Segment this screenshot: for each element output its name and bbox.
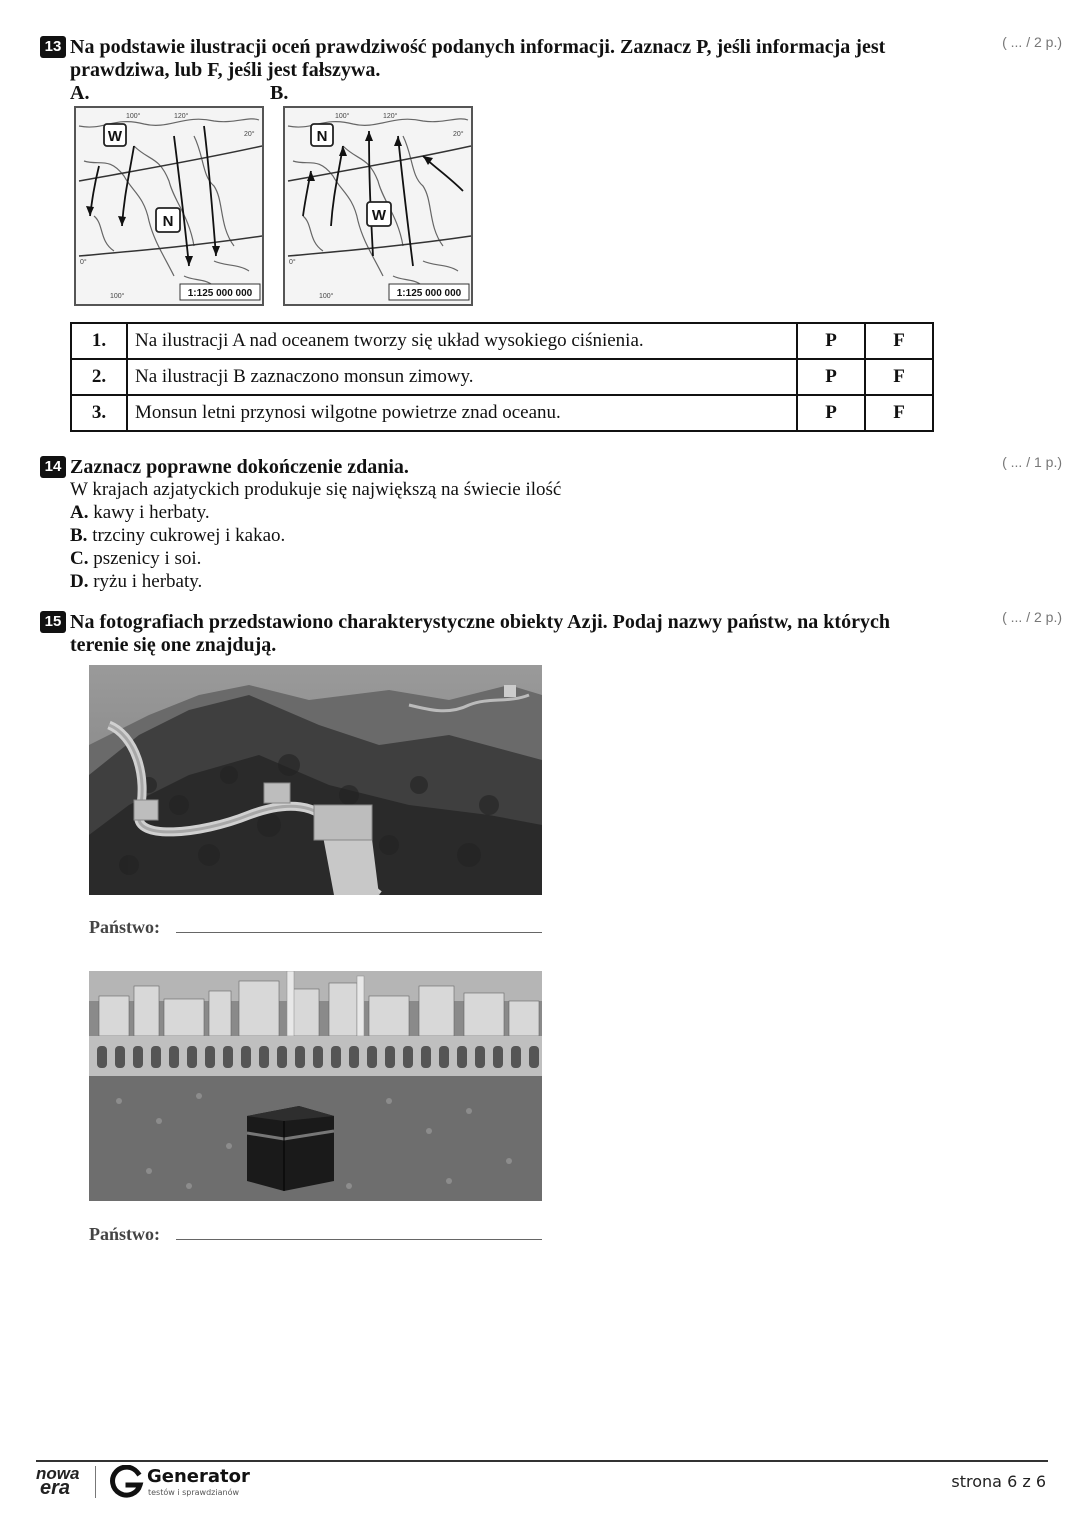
- question-number: 14: [40, 456, 66, 478]
- question-title: Na podstawie ilustracji oceń prawdziwość podanych informacji. Zaznacz P, jeśli informacja jest prawdziwa, lub F, jeśli jest fałszywa.: [70, 36, 886, 81]
- answer-option-a[interactable]: [70, 501, 210, 524]
- table-row: [71, 359, 933, 395]
- option-letter: D.: [70, 571, 89, 592]
- pressure-label: W: [107, 128, 123, 145]
- latitude-label: 0°: [289, 259, 296, 266]
- question-title: Na fotografiach przedstawiono charakterystyczne obiekty Azji. Podaj nazwy państw, na których terenie się one znajdują.: [70, 611, 890, 656]
- option-true[interactable]: P: [797, 323, 865, 359]
- option-true[interactable]: P: [797, 395, 865, 431]
- longitude-label: 120°: [174, 113, 189, 120]
- option-text: kawy i herbaty.: [93, 502, 210, 523]
- answer-label: Państwo:: [89, 1224, 160, 1244]
- pressure-label: N: [162, 213, 174, 230]
- table-row: [71, 395, 933, 431]
- pressure-label: W: [371, 207, 387, 224]
- map-scale: 1:125 000 000: [187, 288, 253, 299]
- statement-text: Na ilustracji A nad oceanem tworzy się układ wysokiego ciśnienia.: [127, 323, 797, 359]
- footer-divider: [36, 1460, 1048, 1462]
- option-text: ryżu i herbaty.: [93, 571, 203, 592]
- mecca-kaaba-photo: [89, 971, 542, 1201]
- points-box: ( ... / 1 p.): [1002, 454, 1062, 470]
- latitude-label: 20°: [453, 131, 464, 138]
- question-stem: W krajach azjatyckich produkuje się największą na świecie ilość: [70, 479, 562, 500]
- monsoon-map-a: [74, 106, 264, 306]
- option-false[interactable]: F: [865, 395, 933, 431]
- row-number: 1.: [71, 323, 127, 359]
- option-text: pszenicy i soi.: [93, 548, 202, 569]
- answer-option-b[interactable]: [70, 524, 285, 547]
- statement-text: Monsun letni przynosi wilgotne powietrze znad oceanu.: [127, 395, 797, 431]
- map-a-label: A.: [70, 82, 90, 104]
- option-false[interactable]: F: [865, 323, 933, 359]
- page-number: strona 6 z 6: [951, 1472, 1046, 1491]
- latitude-label: 0°: [80, 259, 87, 266]
- logo-divider: [95, 1466, 96, 1498]
- longitude-label: 100°: [110, 293, 125, 300]
- row-number: 2.: [71, 359, 127, 395]
- statement-text: Na ilustracji B zaznaczono monsun zimowy.: [127, 359, 797, 395]
- longitude-label: 100°: [319, 293, 334, 300]
- true-false-table: [70, 322, 934, 432]
- logo-text: era: [40, 1477, 71, 1499]
- answer-input-line[interactable]: [176, 1239, 542, 1240]
- generator-logo-icon: [108, 1465, 144, 1499]
- great-wall-photo: [89, 665, 542, 895]
- question-number: 13: [40, 36, 66, 58]
- question-title: Zaznacz poprawne dokończenie zdania.: [70, 456, 409, 478]
- option-true[interactable]: P: [797, 359, 865, 395]
- row-number: 3.: [71, 395, 127, 431]
- option-false[interactable]: F: [865, 359, 933, 395]
- option-letter: A.: [70, 502, 89, 523]
- logo-text: nowa: [36, 1464, 80, 1483]
- option-letter: C.: [70, 548, 89, 569]
- answer-option-c[interactable]: [70, 547, 201, 570]
- table-row: [71, 323, 933, 359]
- option-letter: B.: [70, 525, 88, 546]
- nowa-era-logo: [36, 1466, 88, 1506]
- longitude-label: 100°: [335, 113, 350, 120]
- points-box: ( ... / 2 p.): [1002, 609, 1062, 625]
- pressure-label: N: [316, 128, 328, 145]
- latitude-label: 20°: [244, 131, 255, 138]
- map-b-label: B.: [270, 82, 289, 104]
- option-text: trzciny cukrowej i kakao.: [92, 525, 286, 546]
- answer-input-line[interactable]: [176, 932, 542, 933]
- question-number: 15: [40, 611, 66, 633]
- points-box: ( ... / 2 p.): [1002, 34, 1062, 50]
- answer-label: Państwo:: [89, 917, 160, 937]
- longitude-label: 120°: [383, 113, 398, 120]
- generator-subtitle: testów i sprawdzianów: [148, 1488, 239, 1497]
- answer-option-d[interactable]: [70, 570, 202, 593]
- generator-title: Generator: [147, 1466, 250, 1487]
- longitude-label: 100°: [126, 113, 141, 120]
- map-scale: 1:125 000 000: [396, 288, 462, 299]
- monsoon-map-b: [283, 106, 473, 306]
